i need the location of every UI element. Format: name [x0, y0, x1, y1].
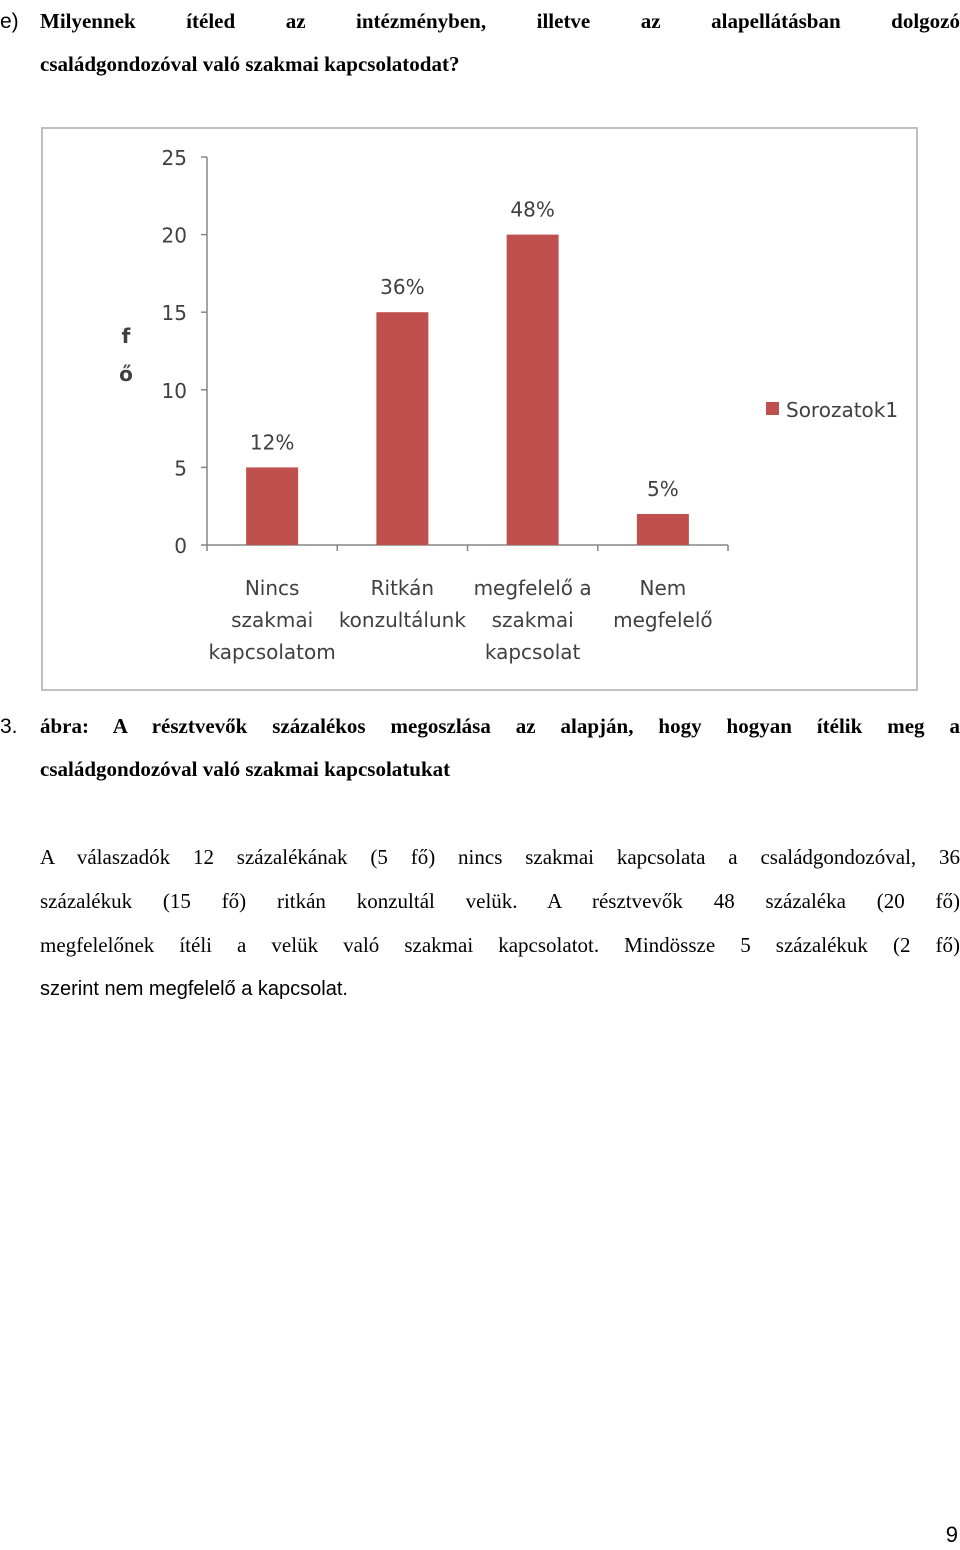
- caption-line-1: [0, 705, 960, 748]
- x-category-label: megfelelő a: [473, 576, 592, 600]
- x-category-label: szakmai: [491, 608, 574, 632]
- y-tick-label: 25: [161, 146, 187, 170]
- x-category-label: Ritkán: [370, 576, 435, 600]
- bar: [246, 467, 298, 545]
- bar: [507, 235, 559, 545]
- page-number: 9: [945, 1522, 958, 1547]
- paragraph-line-2: százalékuk (15 fő) ritkán konzultál velük. A résztvevők 48 százaléka (20 fő): [40, 889, 960, 913]
- question-text-line-2: családgondozóval való szakmai kapcsolatodat?: [40, 52, 460, 76]
- figure-caption: [0, 705, 960, 791]
- paragraph-line-3: megfelelőnek ítéli a velük való szakmai kapcsolatot. Mindössze 5 százalékuk (2 fő): [40, 933, 960, 957]
- x-category-label: Nem: [639, 576, 687, 600]
- data-label: 48%: [510, 197, 555, 222]
- data-label: 5%: [647, 476, 679, 501]
- x-category-label: konzultálunk: [338, 608, 466, 632]
- x-category-label: megfelelő: [613, 608, 713, 632]
- caption-number: 3.: [0, 715, 18, 738]
- legend-swatch: [766, 402, 779, 415]
- y-axis-label: ő: [119, 362, 133, 386]
- bar: [376, 312, 428, 545]
- x-category-label: szakmai: [231, 608, 314, 632]
- bar: [637, 514, 689, 545]
- body-paragraph: [40, 835, 960, 1011]
- caption-text-line-1: ábra: A résztvevők százalékos megoszlása az alapján, hogy hogyan ítélik meg a: [40, 714, 960, 738]
- caption-text-line-2: családgondozóval való szakmai kapcsolatukat: [40, 757, 451, 781]
- y-tick-label: 15: [161, 301, 187, 326]
- data-label: 36%: [380, 275, 425, 300]
- paragraph-line-1: A válaszadók 12 százalékának (5 fő) nincs szakmai kapcsolata a családgondozóval, 36: [40, 845, 960, 869]
- y-axis-label: f: [121, 324, 131, 348]
- paragraph-line-4: szerint nem megfelelő a kapcsolat.: [40, 978, 348, 1000]
- legend-label: Sorozatok1: [786, 398, 899, 422]
- data-label: 12%: [249, 430, 295, 455]
- x-category-label: kapcsolatom: [208, 640, 336, 664]
- question-text-line-1: Milyennek ítéled az intézményben, illetve az alapellátásban dolgozó: [40, 9, 960, 33]
- question-marker: e): [0, 10, 19, 33]
- y-tick-label: 20: [161, 223, 187, 248]
- y-tick-label: 0: [174, 534, 187, 558]
- bar-chart: [0, 0, 960, 700]
- x-category-label: Nincs: [244, 576, 300, 600]
- x-category-label: kapcsolat: [484, 640, 581, 664]
- y-tick-label: 5: [174, 456, 187, 481]
- y-tick-label: 10: [161, 378, 187, 403]
